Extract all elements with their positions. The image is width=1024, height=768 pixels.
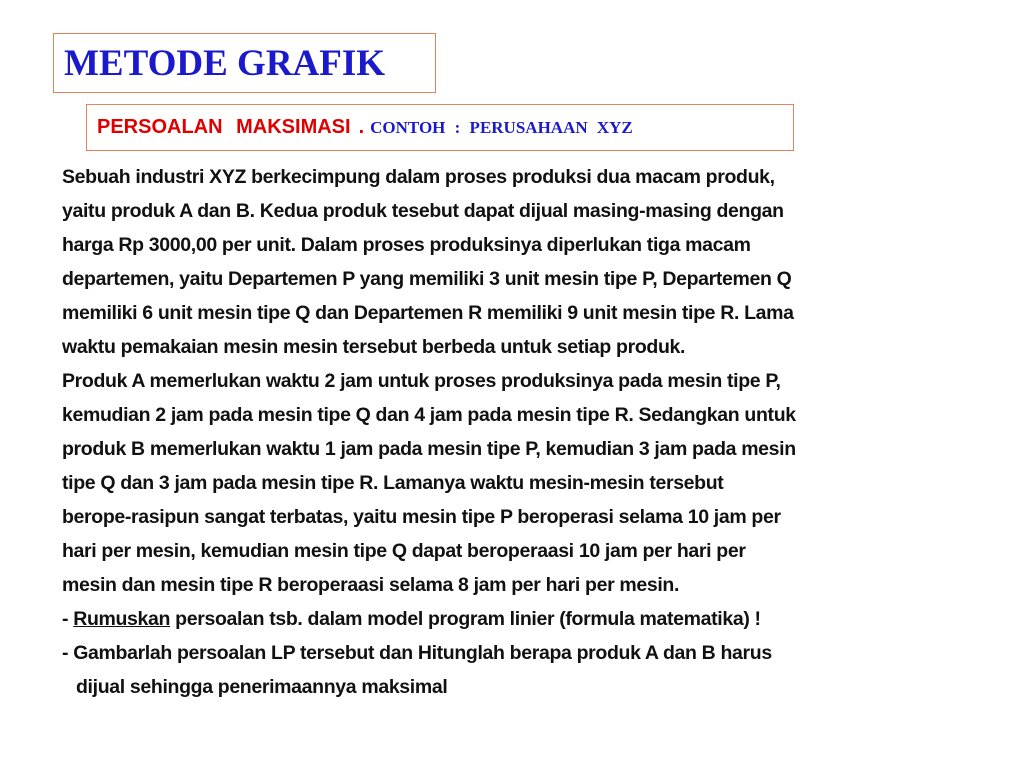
body-line: hari per mesin, kemudian mesin tipe Q dapat beroperaasi 10 jam per hari per xyxy=(62,540,746,562)
subtitle-box xyxy=(86,104,794,151)
problem-description xyxy=(62,160,1012,704)
body-line: mesin dan mesin tipe R beroperaasi selama 8 jam per hari per mesin. xyxy=(62,574,680,596)
task-graph-line2: dijual sehingga penerimaannya maksimal xyxy=(76,676,448,698)
body-line: Produk A memerlukan waktu 2 jam untuk proses produksinya pada mesin tipe P, xyxy=(62,370,781,392)
body-line: Sebuah industri XYZ berkecimpung dalam proses produksi dua macam produk, xyxy=(62,166,775,188)
body-line: berope-rasipun sangat terbatas, yaitu mesin tipe P beroperasi selama 10 jam per xyxy=(62,506,781,528)
task-formulate-keyword: Rumuskan xyxy=(73,608,171,630)
body-line: kemudian 2 jam pada mesin tipe Q dan 4 jam pada mesin tipe R. Sedangkan untuk xyxy=(62,404,796,426)
body-line: departemen, yaitu Departemen P yang memiliki 3 unit mesin tipe P, Departemen Q xyxy=(62,268,792,290)
body-line: yaitu produk A dan B. Kedua produk tesebut dapat dijual masing-masing dengan xyxy=(62,200,784,222)
subtitle-problem-type: PERSOALAN MAKSIMASI xyxy=(97,116,351,138)
task-formulate-text: persoalan tsb. dalam model program linier (formula matematika) ! xyxy=(170,608,761,630)
body-line: harga Rp 3000,00 per unit. Dalam proses produksinya diperlukan tiga macam xyxy=(62,234,751,256)
task-formulate-prefix: - xyxy=(62,608,74,630)
body-line: tipe Q dan 3 jam pada mesin tipe R. Lamanya waktu mesin-mesin tersebut xyxy=(62,472,724,494)
subtitle-example: CONTOH : PERUSAHAAN XYZ xyxy=(370,117,633,137)
page-title: METODE GRAFIK xyxy=(64,42,386,84)
title-box xyxy=(53,33,436,93)
task-graph-line1: - Gambarlah persoalan LP tersebut dan Hitunglah berapa produk A dan B harus xyxy=(62,642,772,664)
subtitle-separator: . xyxy=(358,116,365,138)
body-line: produk B memerlukan waktu 1 jam pada mesin tipe P, kemudian 3 jam pada mesin xyxy=(62,438,796,460)
task-formulate xyxy=(62,602,1012,636)
body-line: waktu pemakaian mesin mesin tersebut berbeda untuk setiap produk. xyxy=(62,336,686,358)
body-line: memiliki 6 unit mesin tipe Q dan Departemen R memiliki 9 unit mesin tipe R. Lama xyxy=(62,302,794,324)
